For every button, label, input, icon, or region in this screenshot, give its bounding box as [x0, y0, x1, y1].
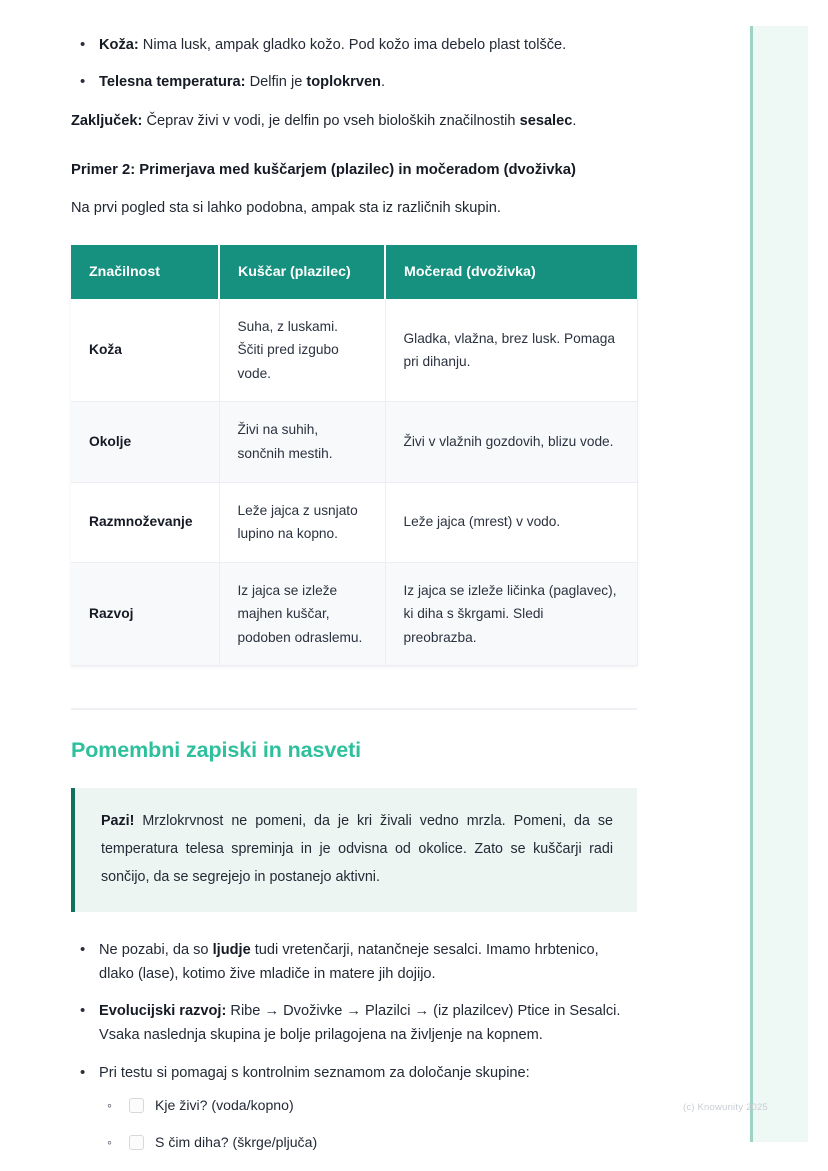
top-bullet-list [71, 34, 637, 94]
cell-feature: Koža [71, 299, 219, 402]
warning-callout [71, 788, 637, 912]
copyright-watermark: (c) Knowunity 2025 [683, 1102, 768, 1113]
column-header-feature: Značilnost [71, 245, 219, 299]
column-header-lizard: Kuščar (plazilec) [219, 245, 385, 299]
bullet-lead-label: Telesna temperatura: [99, 73, 246, 90]
table-row [71, 402, 637, 482]
conclusion-paragraph [71, 110, 637, 134]
checklist-label: ◦ Kje živi? (voda/kopno) [155, 1097, 294, 1114]
note-emphasis: ljudje [212, 942, 251, 958]
checklist-label: ◦ S čim diha? (škrge/pljuča) [155, 1133, 318, 1150]
note-post: Pri testu si pomagaj s kontrolnim seznamom za določanje skupine: [99, 1064, 530, 1081]
cell-salamander: Živi v vlažnih gozdovih, blizu vode. [385, 402, 637, 482]
cell-lizard: Iz jajca se izleže majhen kuščar, podoben odraslemu. [219, 562, 385, 666]
table-header-row [71, 245, 637, 299]
example-intro: Na prvi pogled sta si lahko podobna, ampak sta iz različnih skupin. [71, 200, 501, 217]
conclusion-emphasis: sesalec [519, 113, 573, 130]
determination-checklist [99, 1094, 637, 1153]
table-row [71, 482, 637, 562]
bullet-lead-label: Koža: [99, 37, 139, 53]
comparison-table [71, 245, 638, 667]
cell-salamander: Gladka, vlažna, brez lusk. Pomaga pri dihanju. [385, 299, 637, 402]
cell-salamander: Iz jajca se izleže ličinka (paglavec), ki diha s škrgami. Sledi preobrazba. [385, 562, 637, 666]
cell-lizard: Živi na suhih, sončnih mestih. [219, 402, 385, 482]
cell-feature: Razvoj [71, 562, 219, 666]
bullet-text: Delfin je [245, 73, 307, 90]
bullet-emphasis: toplokrven [306, 73, 381, 90]
list-item [99, 1094, 637, 1117]
bullet-tail: . [380, 73, 386, 90]
table-row [71, 299, 637, 402]
list-item [71, 1000, 637, 1047]
conclusion-tail: . [572, 113, 577, 130]
list-item [71, 71, 637, 95]
cell-lizard: Leže jajca z usnjato lupino na kopno. [219, 482, 385, 562]
checkbox-habitat[interactable] [129, 1098, 144, 1113]
callout-body: Mrzlokrvnost ne pomeni, da je kri živali vedno mrzla. Pomeni, da se temperatura telesa spreminja in je odvisna od okolice. Zato se kuščarji radi sončijo, da se segrejejo in postanejo aktivni. [101, 813, 613, 886]
right-decorative-strip [750, 0, 828, 1171]
content-column [71, 34, 637, 1167]
list-item [71, 34, 637, 58]
cell-lizard: Suha, z luskami. Ščiti pred izgubo vode. [219, 299, 385, 402]
section-divider [71, 708, 637, 710]
example-heading: Primer 2: Primerjava med kuščarjem (plazilec) in močeradom (dvoživka) [71, 161, 576, 178]
column-header-salamander: Močerad (dvoživka) [385, 245, 637, 299]
note-emphasis: Evolucijski razvoj: [99, 1003, 227, 1020]
callout-text [101, 808, 613, 892]
strip-panel [753, 26, 808, 1142]
cell-feature: Okolje [71, 402, 219, 482]
notes-list [71, 939, 637, 1153]
note-pre: Ne pozabi, da so [99, 942, 213, 958]
table-row [71, 562, 637, 666]
cell-feature: Razmnoževanje [71, 482, 219, 562]
note-post: Ribe → Dvoživke → Plazilci → (iz plazilcev) Ptice in Sesalci. Vsaka naslednja skupina je bolje prilagojena na življenje na kopnem. [99, 1003, 621, 1043]
comparison-table-wrapper [71, 245, 637, 667]
cell-salamander: Leže jajca (mrest) v vodo. [385, 482, 637, 562]
list-item [71, 939, 637, 986]
section-title: Pomembni zapiski in nasveti [71, 738, 362, 763]
callout-lead-label: Pazi! [101, 813, 135, 830]
bullet-text: Nima lusk, ampak gladko kožo. Pod kožo ima debelo plast tolšče. [138, 37, 567, 53]
conclusion-text: Čeprav živi v vodi, je delfin po vseh bioloških značilnostih [142, 113, 520, 130]
list-item [99, 1131, 637, 1154]
conclusion-lead-label: Zaključek: [71, 113, 143, 130]
checkbox-respiration[interactable] [129, 1135, 144, 1150]
list-item [71, 1062, 637, 1154]
note-post: tudi vretenčarji, natančneje sesalci. Imamo hrbtenico, dlako (lase), kotimo žive mladiče in matere jih dojijo. [99, 942, 599, 982]
